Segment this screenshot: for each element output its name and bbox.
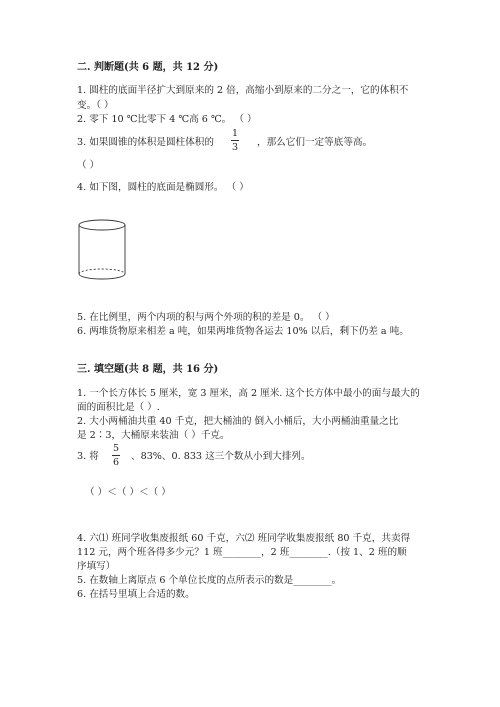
fill-q4-line1: 4. 六⑴ 班同学收集废报纸 60 千克，六⑵ 班同学收集废报纸 80 千克，共卖得 [77,533,411,544]
fill-q4-line3: 序填写） [77,561,116,572]
judge-q3-text-after: ，那么它们一定等底等高。 [257,137,373,148]
section-3-heading: 三. 填空题(共 8 题，共 16 分) [77,364,219,375]
fill-q3-text: 3. 将 [77,451,99,462]
judge-q3-fraction-line [231,140,239,141]
fill-q1-line1: 1. 一个长方体长 5 厘米，宽 3 厘米，高 2 厘米. 这个长方体中最小的面与最大的 [77,388,420,399]
judge-q2: 2. 零下 10 ℃比零下 4 ℃高 6 ℃。 （ ） [77,114,257,125]
judge-q1-line2: 变。（ ） [77,100,114,111]
cylinder-figure [76,218,128,290]
fill-q3-fraction-numerator: 5 [112,443,120,454]
judge-q3-fraction-denominator: 3 [231,142,239,153]
judge-q5: 5. 在比例里，两个内项的积与两个外项的积的差是 0。 （ ） [77,312,335,323]
judge-q3-text: 3. 如果圆锥的体积是圆柱体积的 [77,137,214,148]
judge-q4: 4. 如下图，圆柱的底面是椭圆形。 （ ） [77,182,249,193]
judge-q3-answer-paren: （ ） [77,160,100,171]
judge-q6: 6. 两堆货物原来相差 a 吨，如果两堆货物各运去 10% 以后，剩下仍差 a 吨。 [77,326,409,337]
judge-q3-fraction-numerator: 1 [231,128,239,139]
fill-q3-text-after: 、83%、0. 833 这三个数从小到大排列。 [131,451,311,462]
fill-q1-line2: 面的面积比是（ ）. [77,402,160,413]
fill-q6: 6. 在括号里填上合适的数。 [77,589,195,600]
fill-q5: 5. 在数轴上离原点 6 个单位长度的点所表示的数是________。 [77,575,342,586]
fill-q2-line2: 是 2∶3，大桶原来装油（ ）千克。 [77,430,230,441]
fill-q2-line1: 2. 大小两桶油共重 40 千克，把大桶油的 倒入小桶后，大小两桶油重量之比 [77,416,399,427]
fill-q4-line2: 112 元，两个班各得多少元？1 班________，2 班________.（按 1、2 班的顺 [77,547,407,558]
fill-q3-blanks: （ ）＜（ ）＜（ ） [85,487,171,498]
section-2-heading: 二. 判断题(共 6 题，共 12 分) [77,62,219,73]
fill-q3-fraction-denominator: 6 [112,457,120,468]
fill-q3-fraction-line [112,455,120,456]
judge-q1-line1: 1. 圆柱的底面半径扩大到原来的 2 倍，高缩小到原来的二分之一，它的体积不 [77,85,409,96]
